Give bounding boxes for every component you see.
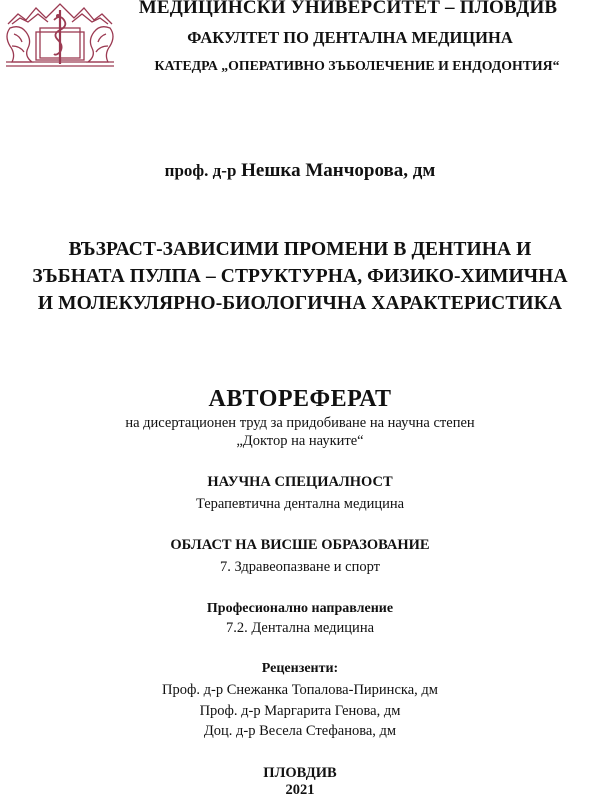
author-name: Нешка Манчорова, дм bbox=[241, 160, 436, 181]
degree-name: „Доктор на науките“ bbox=[236, 433, 364, 449]
document-subtitle: на дисертационен труд за придобиване на научна степен bbox=[125, 415, 475, 431]
specialty-heading: НАУЧНА СПЕЦИАЛНОСТ bbox=[207, 474, 393, 490]
reviewer: Проф. д-р Маргарита Генова, дм bbox=[199, 702, 401, 719]
professional-field-heading: Професионално направление bbox=[206, 601, 394, 616]
reviewers-list bbox=[0, 680, 600, 742]
year: 2021 bbox=[285, 782, 315, 798]
medical-university-crest-icon bbox=[2, 2, 118, 70]
department-name: КАТЕДРА „ОПЕРАТИВНО ЗЪБОЛЕЧЕНИЕ И ЕНДОДОНТИЯ“ bbox=[154, 58, 560, 73]
title-line: И МОЛЕКУЛЯРНО-БИОЛОГИЧНА ХАРАКТЕРИСТИКА bbox=[37, 293, 563, 314]
title-line: ВЪЗРАСТ-ЗАВИСИМИ ПРОМЕНИ В ДЕНТИНА И bbox=[68, 239, 532, 260]
reviewer: Проф. д-р Снежанка Топалова-Пиринска, дм bbox=[162, 682, 438, 698]
professional-field-value: 7.2. Дентална медицина bbox=[225, 620, 375, 636]
specialty-value: Терапевтична дентална медицина bbox=[195, 496, 405, 512]
education-area-value: 7. Здравеопазване и спорт bbox=[220, 559, 380, 575]
education-area-heading: ОБЛАСТ НА ВИСШЕ ОБРАЗОВАНИЕ bbox=[170, 537, 430, 553]
author bbox=[0, 160, 600, 182]
dissertation-title bbox=[0, 236, 600, 317]
title-line: ЗЪБНАТА ПУЛПА – СТРУКТУРНА, ФИЗИКО-ХИМИЧНА bbox=[32, 266, 568, 287]
document-type: АВТОРЕФЕРАТ bbox=[208, 386, 392, 412]
reviewer: Доц. д-р Весела Стефанова, дм bbox=[203, 723, 397, 739]
faculty-name: ФАКУЛТЕТ ПО ДЕНТАЛНА МЕДИЦИНА bbox=[187, 28, 513, 47]
reviewers-heading: Рецензенти: bbox=[261, 661, 339, 676]
university-name: МЕДИЦИНСКИ УНИВЕРСИТЕТ – ПЛОВДИВ bbox=[138, 0, 558, 18]
city: ПЛОВДИВ bbox=[263, 765, 337, 781]
author-prefix: проф. д-р bbox=[164, 161, 237, 180]
